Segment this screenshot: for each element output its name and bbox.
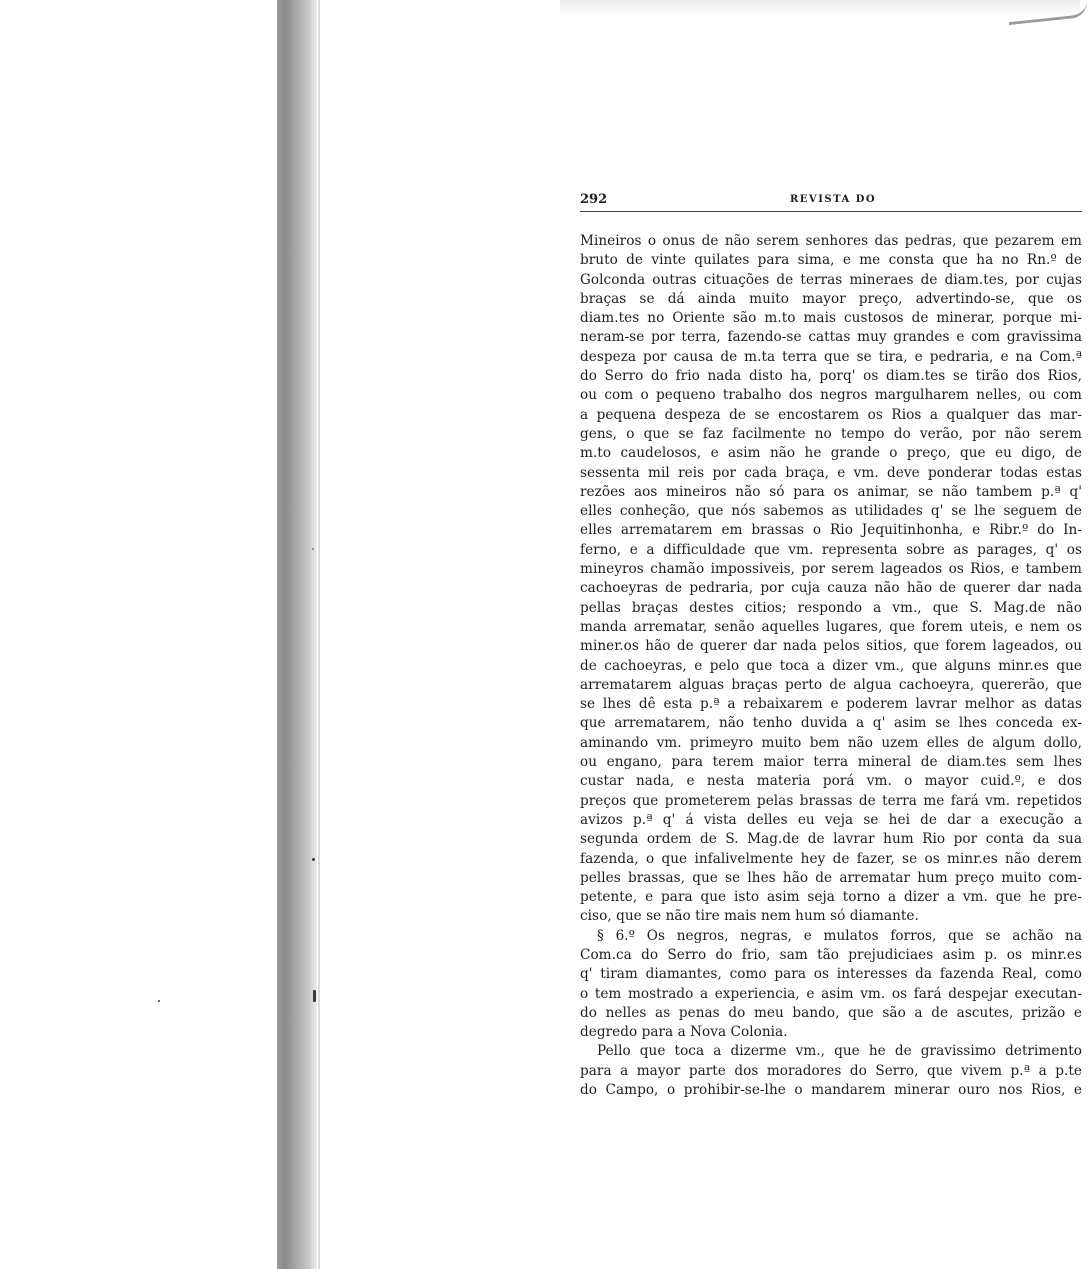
text-line: que arrematarem, não tenho duvida a q' asim se lhes conceda ex-: [580, 715, 1082, 732]
text-line: miner.os hão de querer dar nada pelos sitios, que forem lageados, ou: [580, 638, 1082, 655]
scan-speck: [312, 548, 314, 550]
text-line: a pequena despeza de se encostarem os Rios a qualquer das mar-: [580, 406, 1082, 423]
scan-smudge: [560, 0, 1080, 16]
text-line: ou engano, para terem maior terra mineral de diam.tes sem lhes: [580, 754, 1082, 771]
text-line: degredo para a Nova Colonia.: [580, 1024, 788, 1041]
text-line: § 6.º Os negros, negras, e mulatos forros, que se achão na: [597, 927, 1082, 944]
binding-edge: [318, 0, 320, 1269]
page-header: [580, 192, 1082, 210]
text-line: arrematarem alguas braças perto de algua cachoeyra, quererão, que: [580, 676, 1082, 693]
text-line: fazenda, o que infalivelmente hey de fazer, se os minr.es não derem: [580, 850, 1082, 867]
text-line: petente, e para que isto asim seja torno a dizer a vm. que he pre-: [580, 889, 1082, 906]
paragraph-1: [580, 232, 1082, 927]
text-line: aminando vm. primeyro muito bem não uzem elles de algum dollo,: [580, 734, 1082, 751]
text-line: de cachoeyras, e pelo que toca a dizer vm., que alguns minr.es que: [580, 657, 1082, 674]
text-line: mineyros chamão impossiveis, por serem lageados os Rios, e tambem: [580, 561, 1082, 578]
text-line: gens, o que se faz facilmente no tempo do verão, por não serem: [580, 425, 1082, 442]
text-line: diam.tes no Oriente são m.to mais custosos de minerar, porque mi-: [580, 310, 1082, 327]
text-line: despeza por causa de m.ta terra que se tira, e pedraria, e na Com.ª: [580, 348, 1082, 365]
page-number: 292: [580, 192, 608, 207]
text-line: elles arrematarem em brassas o Rio Jequitinhonha, e Ribr.º do In-: [580, 522, 1082, 539]
text-line: do Serro do frio nada disto ha, porq' os diam.tes se tirão dos Rios,: [580, 368, 1082, 385]
text-line: Golconda outras cituações de terras mineraes de diam.tes, por cujas: [580, 271, 1082, 288]
body-text: [580, 232, 1082, 1100]
text-line: bruto de vinte quilates para sima, e me consta que ha no Rn.º de: [580, 252, 1082, 269]
text-line: ou com o pequeno trabalho dos negros margulharem nelles, ou com: [580, 387, 1082, 404]
text-line: ciso, que se não tire mais nem hum só diamante.: [580, 908, 919, 925]
paragraph-2: [580, 927, 1082, 1043]
text-line: avizos p.ª q' á vista delles eu veja se hei de dar a execução a: [580, 811, 1082, 828]
text-line: elles conheção, que nós sabemos as utilidades q' se lhe seguem de: [580, 503, 1082, 520]
text-line: neram-se por terra, fazendo-se cattas muy grandes e com gravissima: [580, 329, 1082, 346]
text-line: q' tiram diamantes, como para os interesses da fazenda Real, como: [580, 966, 1082, 983]
text-line: ferno, e a difficuldade que vm. representa sobre as parages, q' os: [580, 541, 1082, 558]
paragraph-3: [580, 1042, 1082, 1100]
text-line: segunda ordem de S. Mag.de de lavrar hum Rio por conta da sua: [580, 831, 1082, 848]
text-line: pelles brassas, que se lhes hão de arrematar hum preço muito com-: [580, 869, 1082, 886]
text-line: do nelles as penas do meu bando, que são a de ascutes, prizão e: [580, 1004, 1082, 1021]
scan-speck: [312, 858, 315, 861]
text-line: manda arrematar, senão aquelles lugares, que forem uteis, e nem os: [580, 618, 1082, 635]
text-line: Mineiros o onus de não serem senhores das pedras, que pezarem em: [580, 233, 1082, 249]
text-line: braças se dá ainda muito mayor preço, advertindo-se, que os: [580, 290, 1082, 307]
text-line: Com.ca do Serro do frio, sam tão prejudiciaes asim p. os minr.es: [580, 946, 1082, 963]
text-line: do Campo, o prohibir-se-lhe o mandarem minerar ouro nos Rios, e: [580, 1082, 1082, 1099]
text-line: Pello que toca a dizerme vm., que he de gravissimo detrimento: [597, 1043, 1082, 1060]
text-line: pellas braças destes citios; respondo a vm., que S. Mag.de não: [580, 599, 1082, 616]
text-line: preços que prometerem pelas brassas de terra me fará vm. repetidos: [580, 792, 1082, 809]
scan-speck: [313, 990, 316, 1002]
text-line: custar nada, e nesta materia porá vm. o mayor cuid.º, e dos: [580, 773, 1082, 790]
header-rule: [580, 211, 1082, 212]
text-line: para a mayor parte dos moradores do Serro, que vivem p.ª a p.te: [580, 1062, 1082, 1079]
text-line: se lhes dê esta p.ª a rebaixarem e poderem lavrar melhor as datas: [580, 696, 1082, 713]
scan-speck: [158, 1000, 160, 1002]
text-line: sessenta mil reis por cada braça, e vm. deve ponderar todas estas: [580, 464, 1082, 481]
binding-strip: [277, 0, 317, 1269]
text-line: rezões aos mineiros não só para os animar, se não tambem p.ª q': [580, 483, 1082, 500]
text-line: o tem mostrado a experiencia, e asim vm. os fará despejar executan-: [580, 985, 1082, 1002]
text-line: m.to caudelosos, e asim não he grande o preço, que eu digo, de: [580, 445, 1082, 462]
text-line: cachoeyras de pedraria, por cuja cauza não hão de querer dar nada: [580, 580, 1082, 597]
running-head: REVISTA DO: [790, 194, 877, 205]
